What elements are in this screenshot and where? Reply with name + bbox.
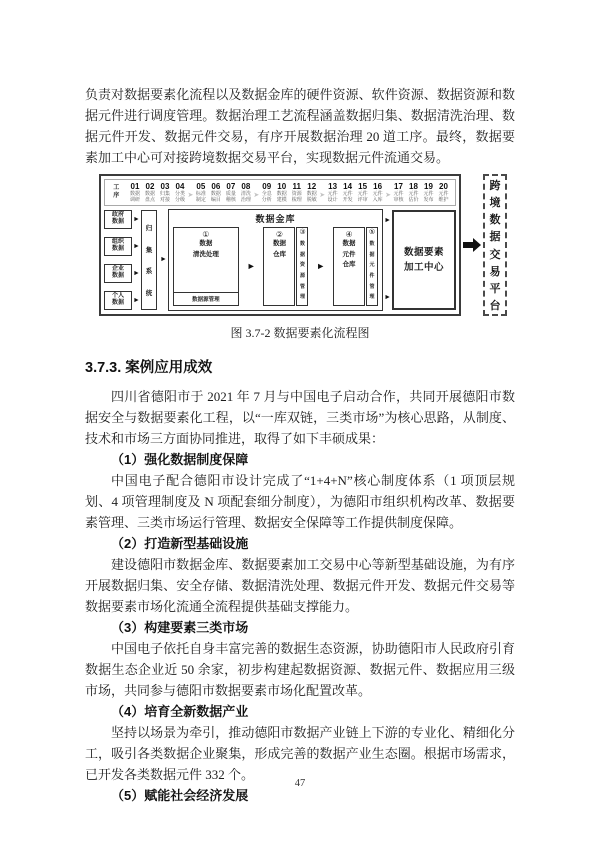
- circled-5-icon: ⑤: [368, 228, 376, 236]
- step-number: 18: [409, 182, 418, 191]
- section-heading: 3.7.3. 案例应用成效: [85, 360, 213, 376]
- item-paragraph: 建设德阳市数据金库、数据要素加工交易中心等新型基础设施，为有序开展数据归集、安全存储、数据清洗处理、数据元件开发、数据元件交易等数据要素市场化流通全流程提供基础支撑能力。: [85, 557, 515, 614]
- step-number: 17: [394, 182, 403, 191]
- step-number: 15: [358, 182, 368, 191]
- process-step: [158, 182, 173, 204]
- step-number: 16: [373, 182, 383, 191]
- step-number: 20: [439, 182, 448, 191]
- collection-system-label: 归 集 系 统: [145, 225, 153, 297]
- right-arrow-icon: ►: [133, 215, 140, 223]
- data-element-mgmt-box: [366, 227, 378, 306]
- item-paragraph: 坚持以场景为牵引，推动德阳市数据产业链上下游的专业化、精细化分工，吸引各类数据企业聚集，形成完善的数据产业生态圈。根据市场需求，已开发各类数据元件 332 个。: [85, 725, 515, 782]
- step-label: 审核: [393, 197, 404, 204]
- step-label: 治理: [240, 197, 251, 204]
- circled-4-icon: ④: [345, 229, 353, 239]
- group-separator-arrow: ➤: [385, 192, 391, 199]
- figure-flowchart: [99, 174, 515, 316]
- step-label: 数据: [129, 191, 140, 198]
- vault-to-center-arrows: [384, 209, 391, 311]
- step-label: 设计: [327, 197, 338, 204]
- step-label: 元件: [342, 191, 353, 198]
- source-item: [104, 210, 140, 229]
- thick-right-arrow-icon: [461, 237, 483, 253]
- process-steps-row: [128, 182, 452, 204]
- data-vault-title: 数据金库: [255, 213, 296, 224]
- source-label: 企业: [111, 265, 124, 272]
- circled-2-icon: ②: [275, 229, 284, 239]
- data-resource-mgmt-box: [296, 227, 308, 306]
- source-box: [104, 291, 132, 310]
- circled-3-icon: ③: [299, 228, 306, 236]
- data-source-mgmt-label: 数据源管理: [174, 292, 238, 305]
- source-item: [104, 264, 140, 283]
- source-label: 数据: [111, 300, 124, 307]
- process-step: [208, 182, 223, 204]
- step-number: 10: [277, 182, 287, 191]
- step-label: 梳理: [291, 197, 302, 204]
- step-label: 编目: [210, 197, 221, 204]
- source-label: 政府: [111, 211, 124, 218]
- group-separator-arrow: ➤: [253, 192, 260, 199]
- process-step: [238, 182, 253, 204]
- process-step: [436, 182, 451, 204]
- data-element-mgmt-label: 数 据 元 件 管 理: [369, 241, 375, 301]
- processing-center-label: 数据要素: [403, 246, 444, 258]
- section-items: [85, 449, 515, 806]
- right-arrow-icon: ►: [133, 242, 140, 250]
- step-label: 脱敏: [306, 197, 317, 204]
- step-label: 对接: [159, 197, 170, 204]
- flowchart-body: [104, 209, 456, 311]
- item-heading: （1）强化数据制度保障: [111, 452, 249, 467]
- right-arrow-icon: ►: [384, 294, 391, 301]
- process-step: [391, 182, 406, 204]
- step-label: 元件: [393, 191, 404, 198]
- intro-paragraph: 负责对数据要素化流程以及数据金库的硬件资源、软件资源、数据资源和数据元件进行调度管理。数据治理工艺流程涵盖数据归集、数据清洗治理、数据元件开发、数据元件交易，有序开展数据治理 20 道工序。最终，数据要素加工中心可对接跨境数据交易平台，实现数据元件流通交易。: [85, 87, 515, 165]
- right-arrow-icon: ►: [133, 269, 140, 277]
- step-label: 归集: [159, 191, 170, 198]
- step-number: 12: [307, 182, 317, 191]
- step-number: 08: [241, 182, 251, 191]
- data-warehouse-label: 数据: [272, 240, 286, 248]
- group-separator-arrow: ➤: [187, 192, 194, 199]
- step-label: 分级: [174, 197, 185, 204]
- step-label: 数据: [306, 191, 317, 198]
- source-box: [104, 264, 132, 283]
- source-label: 个人: [111, 292, 124, 299]
- process-step: [370, 182, 385, 204]
- step-label: 质量: [225, 191, 236, 198]
- step-label: 稽核: [225, 197, 236, 204]
- step-number: 06: [211, 182, 221, 191]
- right-arrow-icon: ►: [133, 296, 140, 304]
- source-box: [104, 237, 132, 256]
- data-element-warehouse-label: 仓库: [342, 260, 356, 268]
- process-step: [173, 182, 188, 204]
- process-step: [406, 182, 421, 204]
- data-element-warehouse-box: [333, 227, 365, 306]
- process-step: [193, 182, 208, 204]
- item-heading: （5）赋能社会经济发展: [111, 788, 249, 803]
- process-step: [274, 182, 289, 204]
- page-number: 47: [294, 778, 306, 789]
- process-strip-label: 工 序: [113, 185, 120, 199]
- data-vault-row: [173, 227, 378, 306]
- source-item: [104, 237, 140, 256]
- step-label: 清洗: [240, 191, 251, 198]
- processing-center-label: 加工中心: [403, 261, 444, 273]
- process-step: [259, 182, 274, 204]
- step-number: 02: [145, 182, 155, 191]
- source-box: [104, 210, 132, 229]
- item-heading: （4）培育全新数据产业: [111, 704, 249, 719]
- process-step: [143, 182, 158, 204]
- process-step: [223, 182, 238, 204]
- source-item: [104, 291, 140, 310]
- step-label: 元件: [423, 191, 434, 198]
- data-vault-box: [168, 209, 383, 311]
- process-step: [340, 182, 355, 204]
- data-warehouse-box: [263, 227, 295, 306]
- warehouse-pair: [263, 227, 308, 306]
- step-label: 盘点: [144, 197, 155, 204]
- step-number: 14: [343, 182, 353, 191]
- step-number: 04: [175, 182, 185, 191]
- step-label: 发布: [423, 197, 434, 204]
- step-label: 制定: [195, 197, 206, 204]
- process-step: [128, 182, 143, 204]
- processing-center-box: [392, 210, 456, 310]
- process-steps-strip: [104, 179, 456, 206]
- item-paragraph: 中国电子配合德阳市设计完成了“1+4+N”核心制度体系（1 项顶层规划、4 项管理制度及 N 项配套细分制度），为德阳市组织机构改革、数据要素管理、三类市场运行管理、数据安全保障等工作提供制度保障。: [85, 473, 515, 530]
- step-label: 开发: [342, 197, 353, 204]
- step-label: 调研: [129, 197, 140, 204]
- step-number: 05: [196, 182, 206, 191]
- data-cleaning-label: 数据: [199, 240, 213, 248]
- step-label: 评审: [357, 197, 368, 204]
- figure-caption: 图 3.7-2 数据要素化流程图: [230, 326, 370, 340]
- source-column: [104, 209, 140, 311]
- step-number: 01: [130, 182, 140, 191]
- step-number: 19: [424, 182, 433, 191]
- step-label: 数据: [210, 191, 221, 198]
- step-number: 03: [160, 182, 170, 191]
- data-resource-mgmt-label: 数 据 资 源 管 理: [299, 241, 305, 301]
- process-step: [304, 182, 319, 204]
- step-label: 元件: [438, 191, 449, 198]
- source-label: 组织: [111, 238, 124, 245]
- step-label: 元件: [357, 191, 368, 198]
- step-number: 09: [262, 182, 272, 191]
- process-step: [289, 182, 304, 204]
- cross-border-platform-box: [483, 174, 507, 316]
- step-label: 分析: [261, 197, 272, 204]
- item-heading: （2）打造新型基础设施: [111, 536, 249, 551]
- step-label: 数据: [276, 191, 287, 198]
- right-arrow-icon: ►: [159, 256, 167, 264]
- circled-1-icon: ①: [202, 229, 210, 239]
- element-warehouse-pair: [333, 227, 378, 306]
- step-label: 元件: [408, 191, 419, 198]
- source-label: 数据: [111, 246, 124, 253]
- step-label: 资源: [291, 191, 302, 198]
- step-label: 入库: [372, 197, 383, 204]
- data-cleaning-box: [173, 227, 239, 306]
- step-label: 数据: [144, 191, 155, 198]
- step-number: 07: [226, 182, 236, 191]
- right-arrow-icon: ►: [384, 216, 391, 224]
- step-label: 建模: [276, 197, 287, 204]
- data-element-warehouse-label: 元件: [342, 250, 356, 258]
- step-label: 元件: [327, 191, 338, 198]
- group-separator-arrow: ➤: [319, 192, 326, 199]
- item-heading: （3）构建要素三类市场: [111, 620, 249, 635]
- right-arrow-icon: ►: [316, 260, 326, 271]
- step-number: 13: [328, 182, 338, 191]
- process-step: [421, 182, 436, 204]
- step-label: 维护: [438, 197, 449, 204]
- data-cleaning-label: 清洗处理: [192, 250, 219, 258]
- step-label: 估价: [408, 197, 419, 204]
- item-paragraph: 中国电子依托自身丰富完善的数据生态资源，协助德阳市人民政府引育数据生态企业近 50 余家，初步构建起数据资源、数据元件、数据应用三级市场，共同参与德阳市数据要素市场化配置改革。: [85, 641, 515, 698]
- collection-system-box: [141, 210, 157, 310]
- data-element-warehouse-label: 数据: [342, 240, 356, 248]
- cross-border-platform-label: 跨 境 数 据 交 易 平 台: [489, 180, 501, 312]
- flowchart-main-frame: [99, 174, 461, 316]
- step-number: 11: [292, 182, 301, 191]
- source-label: 数据: [111, 273, 124, 280]
- source-label: 数据: [111, 219, 124, 226]
- right-arrow-icon: ►: [246, 260, 256, 271]
- section-intro-paragraph: 四川省德阳市于 2021 年 7 月与中国电子启动合作，共同开展德阳市数据安全与数据要素化工程，以“一库双链，三类市场”为核心思路，从制度、技术和市场三方面协同推进，取得了如下丰硕成果：: [85, 389, 515, 446]
- data-warehouse-label: 仓库: [272, 250, 286, 258]
- step-label: 标准: [195, 191, 206, 198]
- process-step: [325, 182, 340, 204]
- step-label: 分类: [174, 191, 185, 198]
- step-label: 元件: [372, 191, 383, 198]
- step-label: 全息: [261, 191, 272, 198]
- process-step: [355, 182, 370, 204]
